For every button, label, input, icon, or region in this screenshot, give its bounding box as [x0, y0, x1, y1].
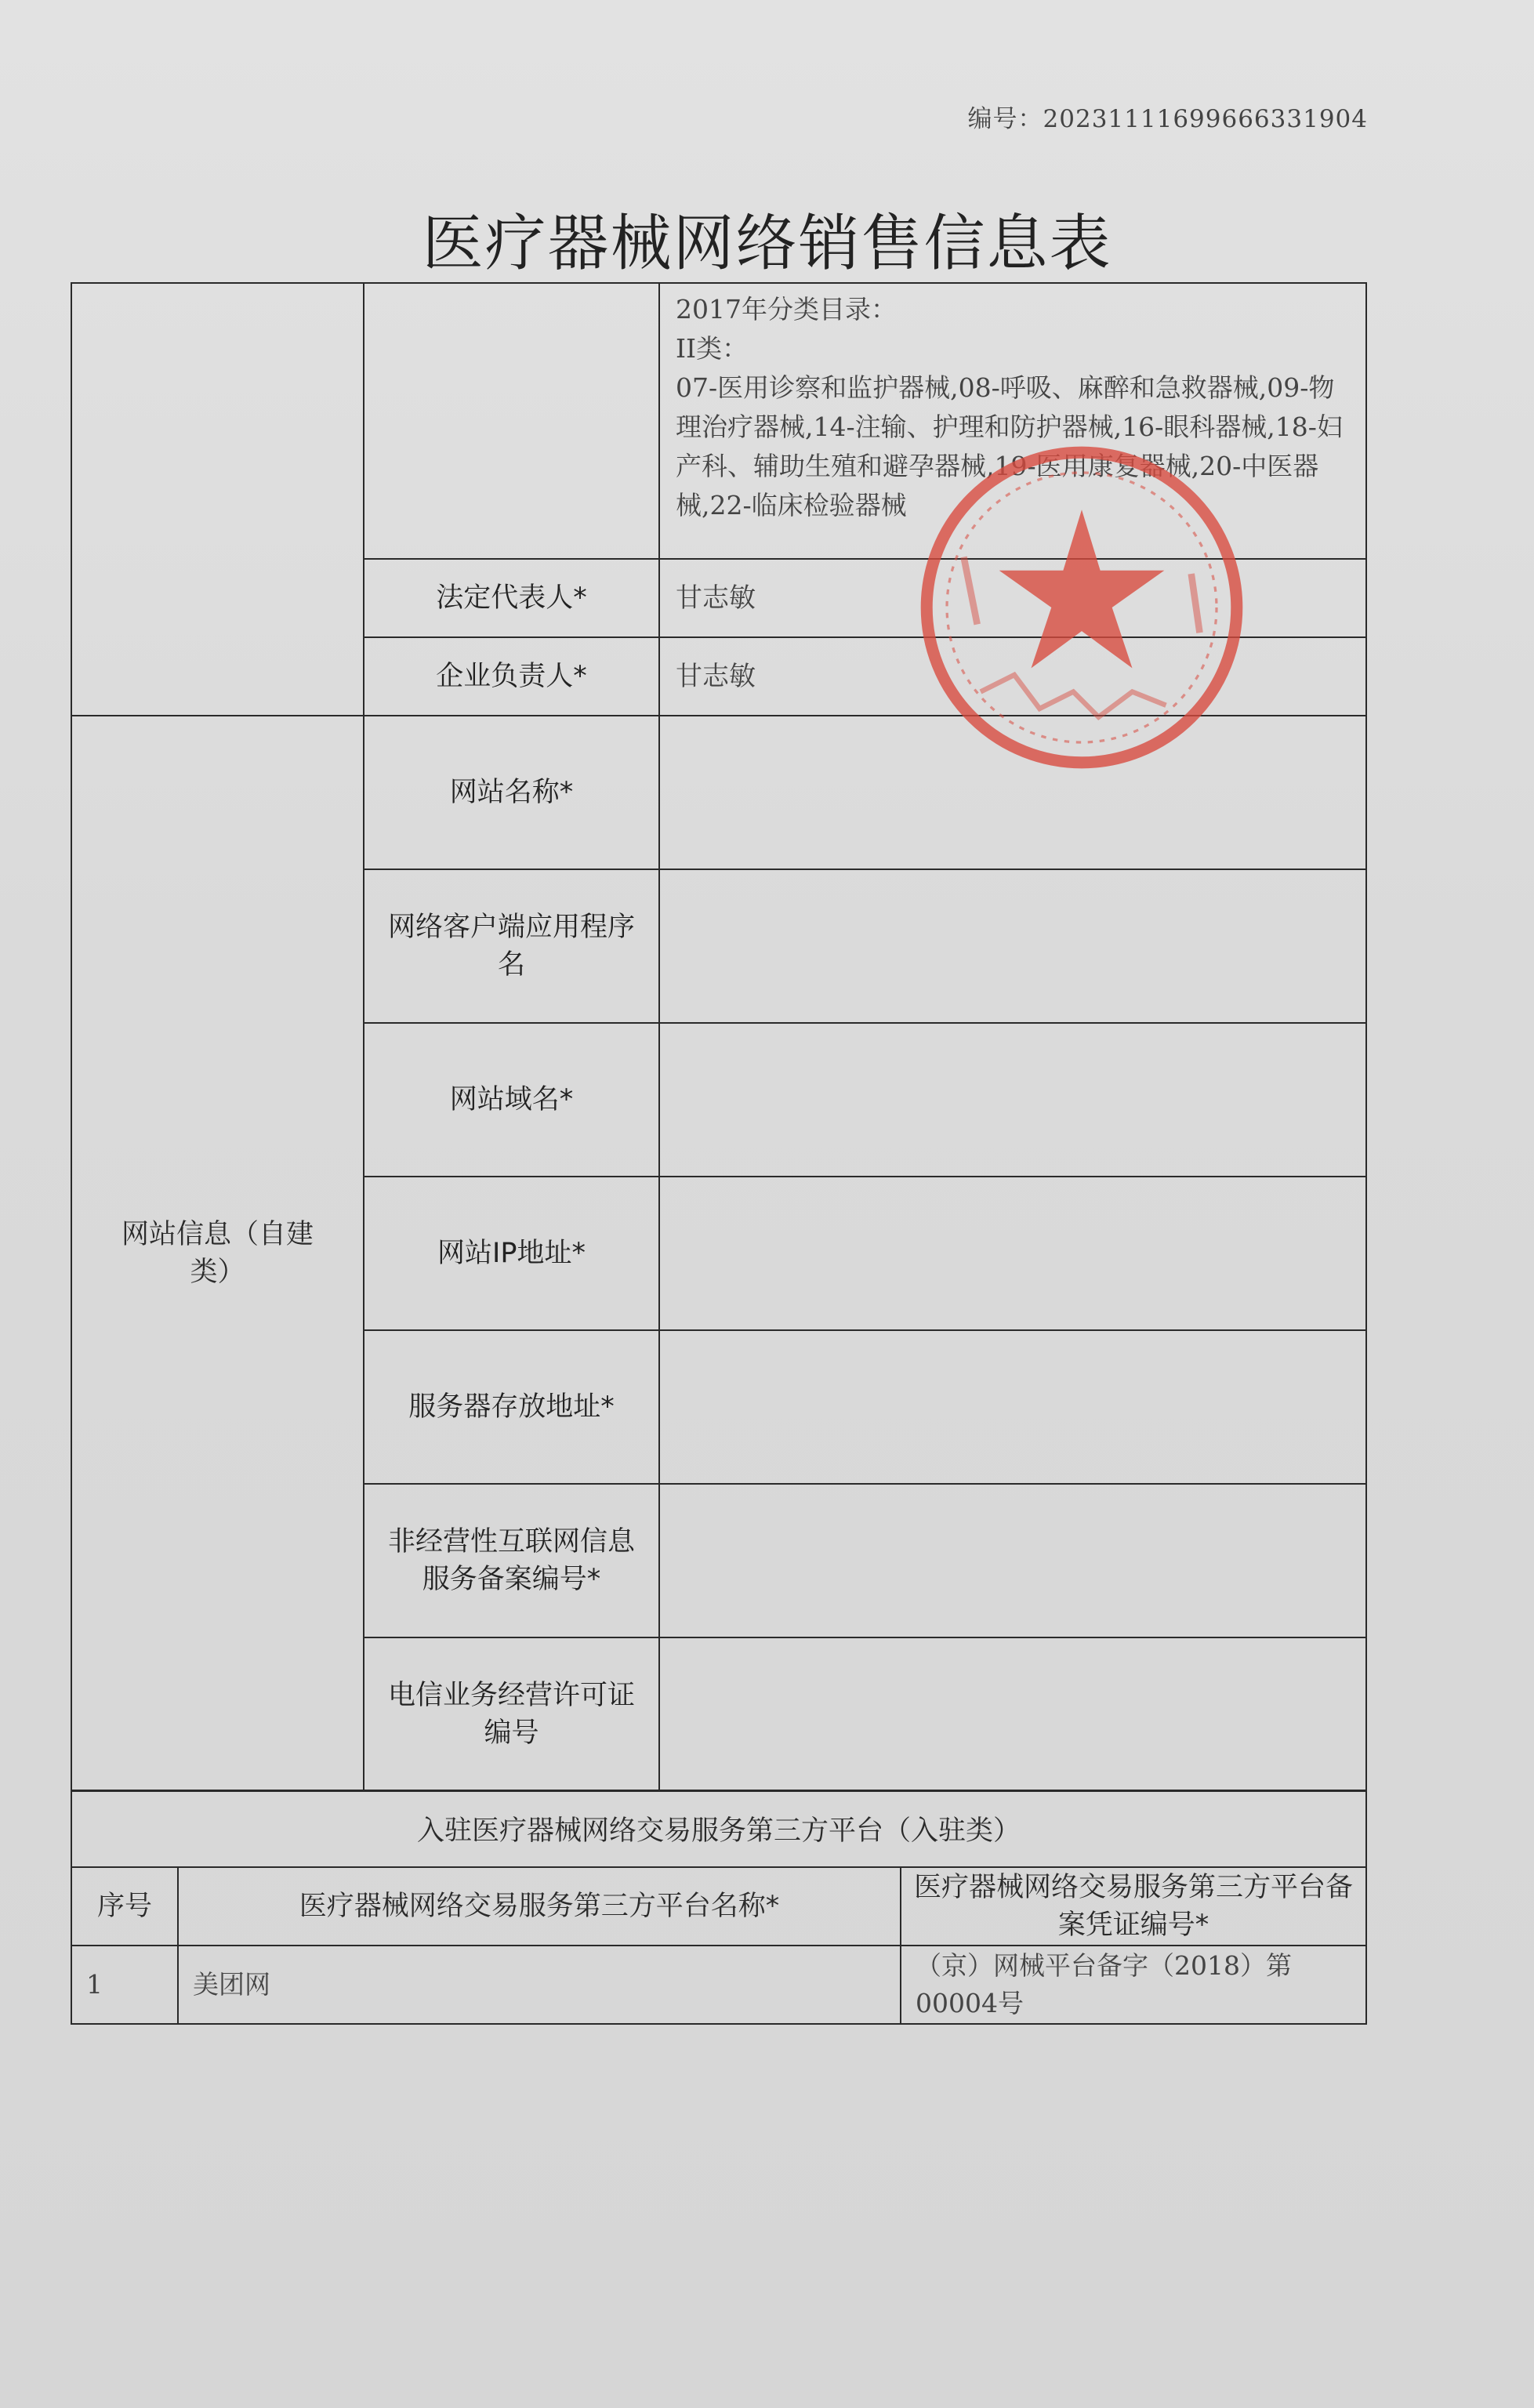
platform-row-no: 1 [71, 1946, 178, 2024]
table-row [71, 1946, 1366, 2024]
ip-address-label: 网站IP地址* [364, 1177, 659, 1330]
domain-label: 网站域名* [364, 1023, 659, 1177]
platform-row-cert: （京）网械平台备字（2018）第00004号 [901, 1946, 1366, 2024]
server-address-label: 服务器存放地址* [364, 1330, 659, 1484]
enterprise-head-label: 企业负责人* [364, 637, 659, 716]
domain-value [659, 1023, 1366, 1177]
website-name-label: 网站名称* [364, 716, 659, 869]
col-header-cert-no: 医疗器械网络交易服务第三方平台备案凭证编号* [901, 1867, 1366, 1946]
telecom-license-value [659, 1637, 1366, 1791]
client-app-value [659, 869, 1366, 1023]
platform-row-name: 美团网 [178, 1946, 901, 2024]
col-header-platform-name: 医疗器械网络交易服务第三方平台名称* [178, 1867, 901, 1946]
server-address-value [659, 1330, 1366, 1484]
website-name-value [659, 716, 1366, 869]
scope-label-cell [364, 283, 659, 559]
scope-text: 07-医用诊察和监护器械,08-呼吸、麻醉和急救器械,09-物理治疗器械,14-注输、护理和防护器械,16-眼科器械,18-妇产科、辅助生殖和避孕器械,19-医用康复器械,20-中医器械,22-临床检验器械 [676, 372, 1343, 520]
scope-row [71, 283, 1366, 559]
info-table [71, 282, 1367, 1792]
ip-address-value [659, 1177, 1366, 1330]
platform-table [71, 1790, 1367, 2025]
business-scope [659, 283, 1366, 559]
icp-record-value [659, 1484, 1366, 1637]
website-info-section-label: 网站信息（自建类） [71, 716, 364, 1791]
col-header-no: 序号 [71, 1867, 178, 1946]
scope-line-2: II类： [676, 333, 749, 364]
telecom-license-label: 电信业务经营许可证编号 [364, 1637, 659, 1791]
legal-rep-value: 甘志敏 [659, 559, 1366, 637]
enterprise-blank-cell [71, 283, 364, 716]
enterprise-head-value: 甘志敏 [659, 637, 1366, 716]
client-app-label: 网络客户端应用程序名 [364, 869, 659, 1023]
icp-record-label: 非经营性互联网信息服务备案编号* [364, 1484, 659, 1637]
page-title: 医疗器械网络销售信息表 [422, 209, 1112, 279]
platform-section-header: 入驻医疗器械网络交易服务第三方平台（入驻类） [71, 1790, 1366, 1867]
serial-number: 编号：20231111699666331904 [967, 105, 1368, 133]
platform-column-headers [71, 1867, 1366, 1946]
website-row [71, 716, 1366, 869]
legal-rep-label: 法定代表人* [364, 559, 659, 637]
scope-line-1: 2017年分类目录： [676, 294, 897, 325]
